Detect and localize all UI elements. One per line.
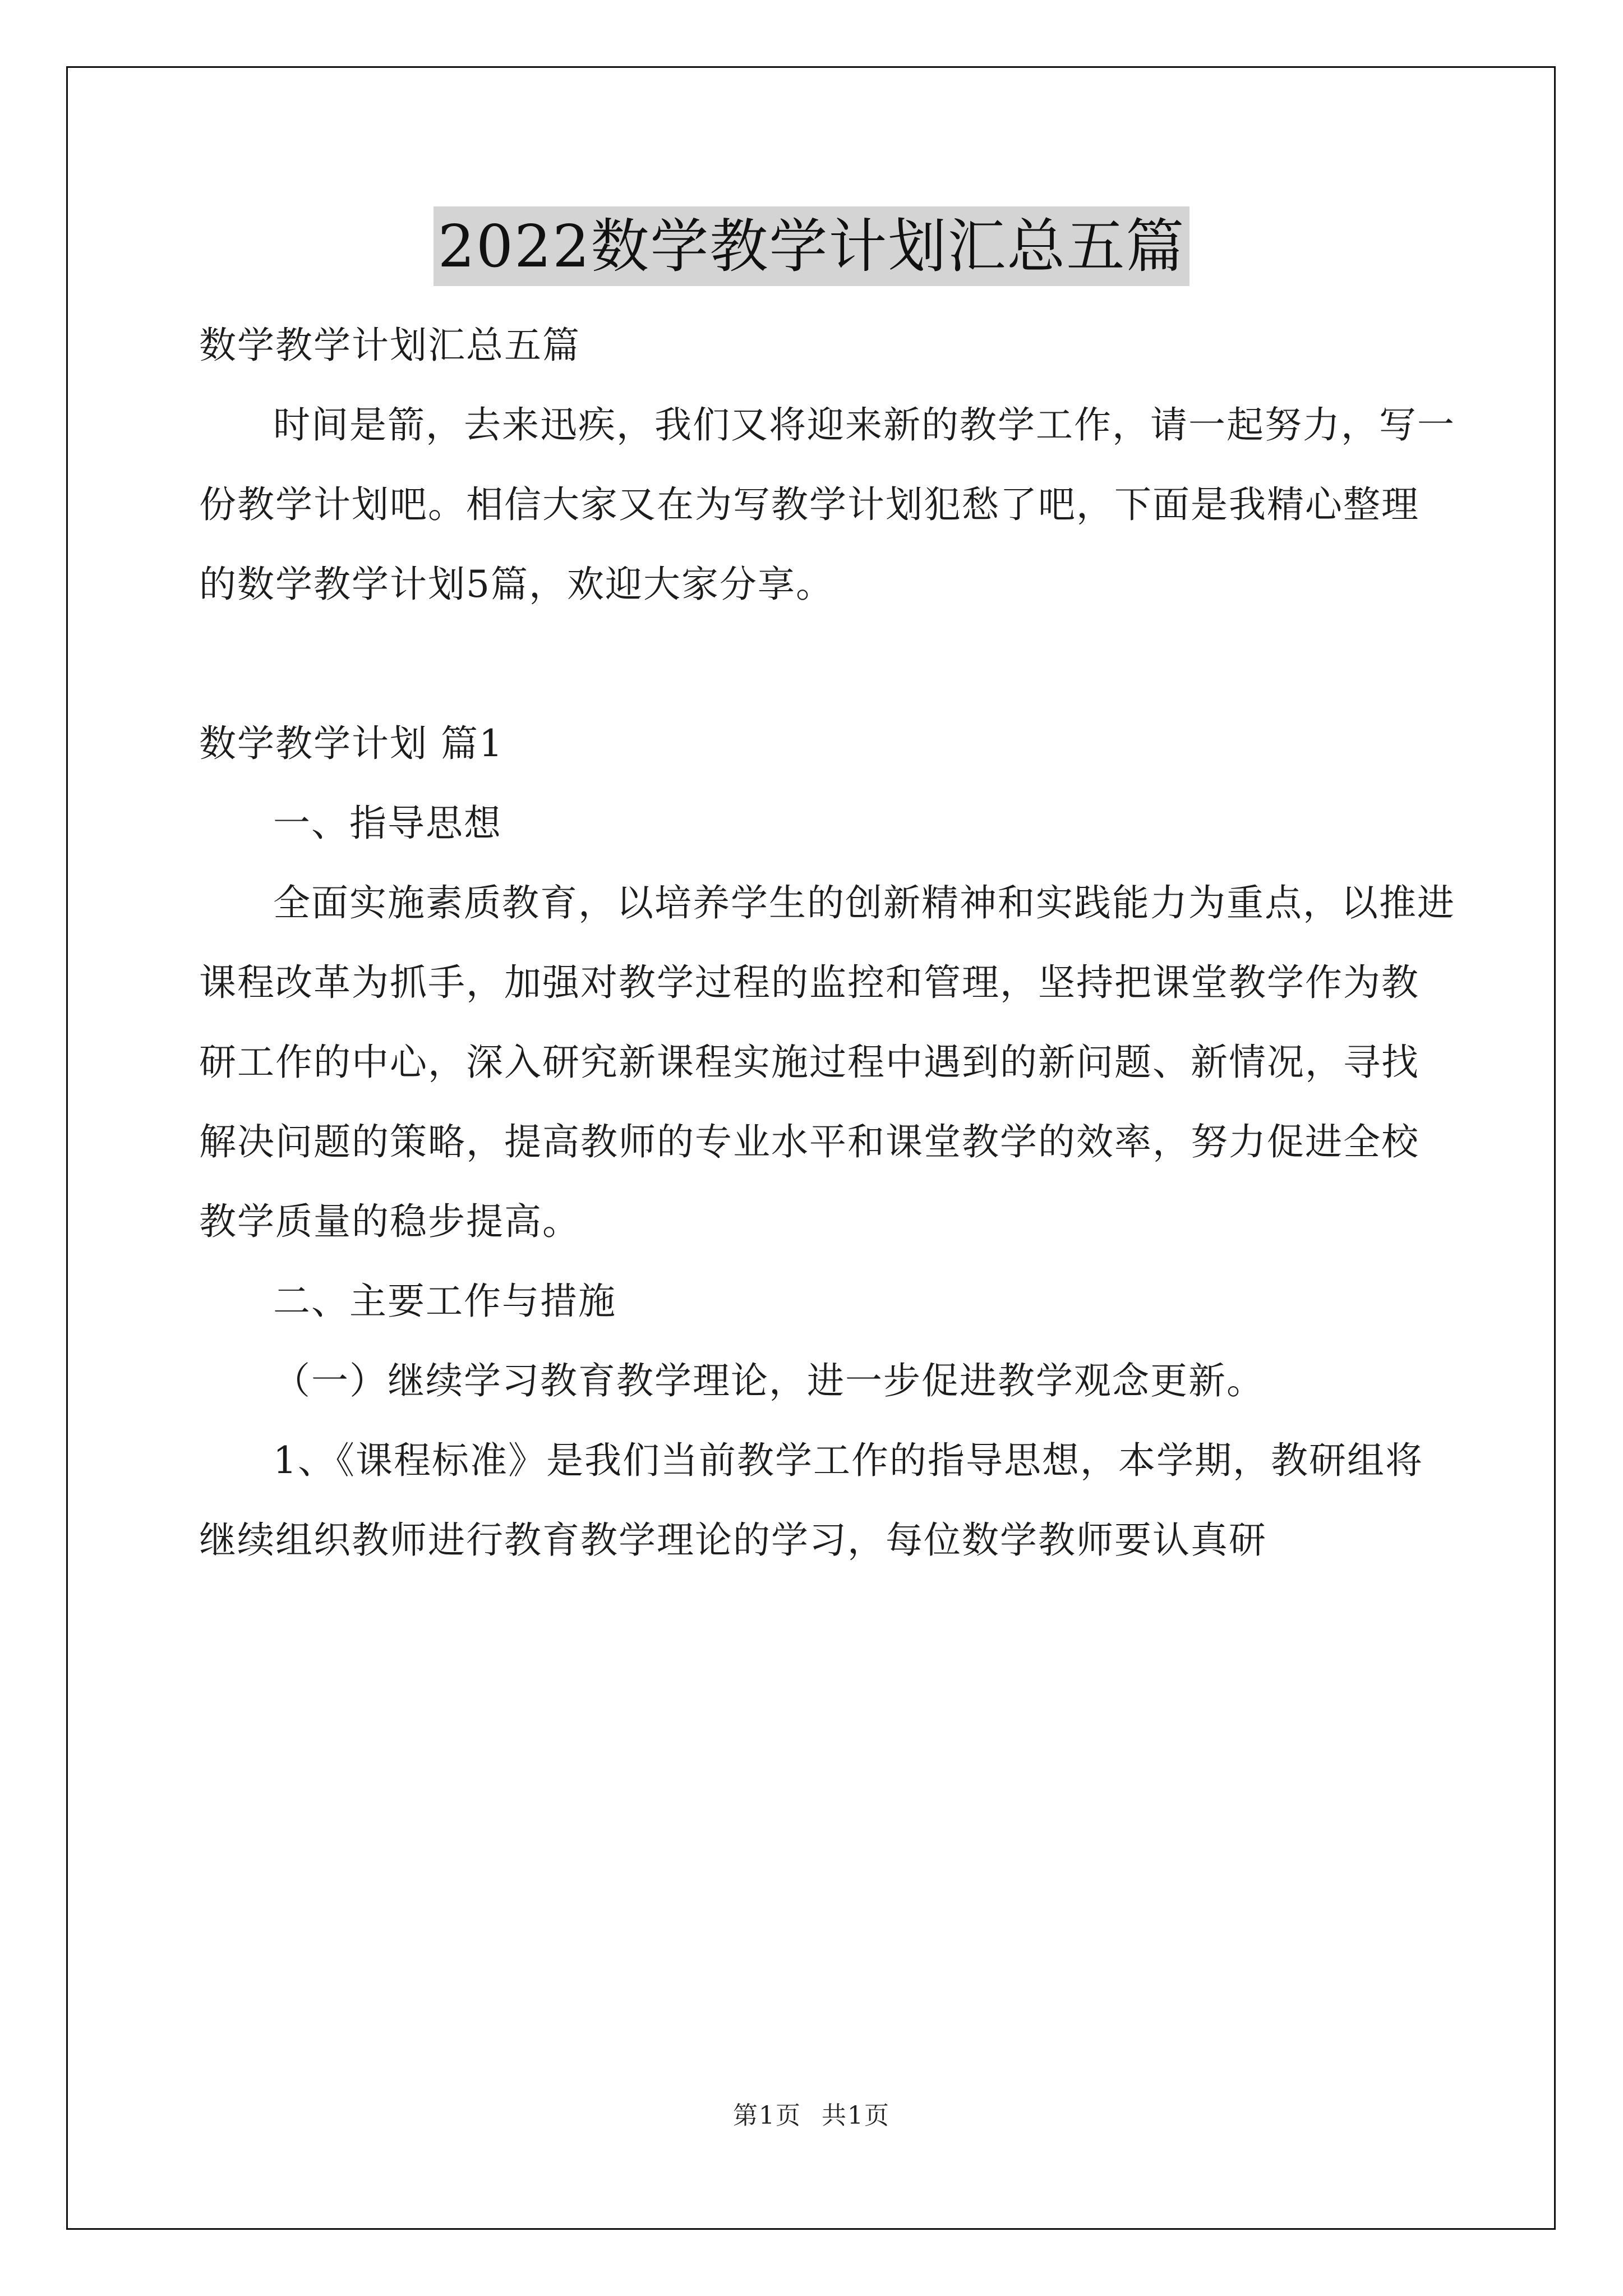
- page-number-total: 共1页: [822, 2101, 890, 2130]
- page-footer: [0, 2095, 1623, 2131]
- document-body: [199, 306, 1455, 1580]
- section-heading: 数学教学计划 篇1: [199, 722, 504, 765]
- title-container: [0, 206, 1623, 286]
- heading-guiding-ideology: 一、指导思想: [273, 802, 502, 845]
- curriculum-standard-paragraph: 1、《课程标准》是我们当前教学工作的指导思想，本学期，教研组将继续组织教师进行教育教学理论的学习，每位数学教师要认真研: [199, 1439, 1423, 1562]
- guiding-ideology-paragraph: 全面实施素质教育，以培养学生的创新精神和实践能力为重点，以推进课程改革为抓手，加强对教学过程的监控和管理，坚持把课堂教学作为教研工作的中心，深入研究新课程实施过程中遇到的新问题、新情况，寻找解决问题的策略，提高教师的专业水平和课堂教学的效率，努力促进全校教学质量的稳步提高。: [199, 881, 1455, 1243]
- page-number-current: 第1页: [733, 2101, 801, 2130]
- intro-paragraph: 时间是箭，去来迅疾，我们又将迎来新的教学工作，请一起努力，写一份教学计划吧。相信大家又在为写教学计划犯愁了吧，下面是我精心整理的数学教学计划5篇，欢迎大家分享。: [199, 403, 1455, 606]
- document-subtitle: 数学教学计划汇总五篇: [199, 324, 580, 367]
- heading-main-work: 二、主要工作与措施: [273, 1280, 616, 1323]
- document-title: 2022数学教学计划汇总五篇: [434, 206, 1190, 286]
- subheading-continue-study: （一）继续学习教育教学理论，进一步促进教学观念更新。: [273, 1359, 1265, 1402]
